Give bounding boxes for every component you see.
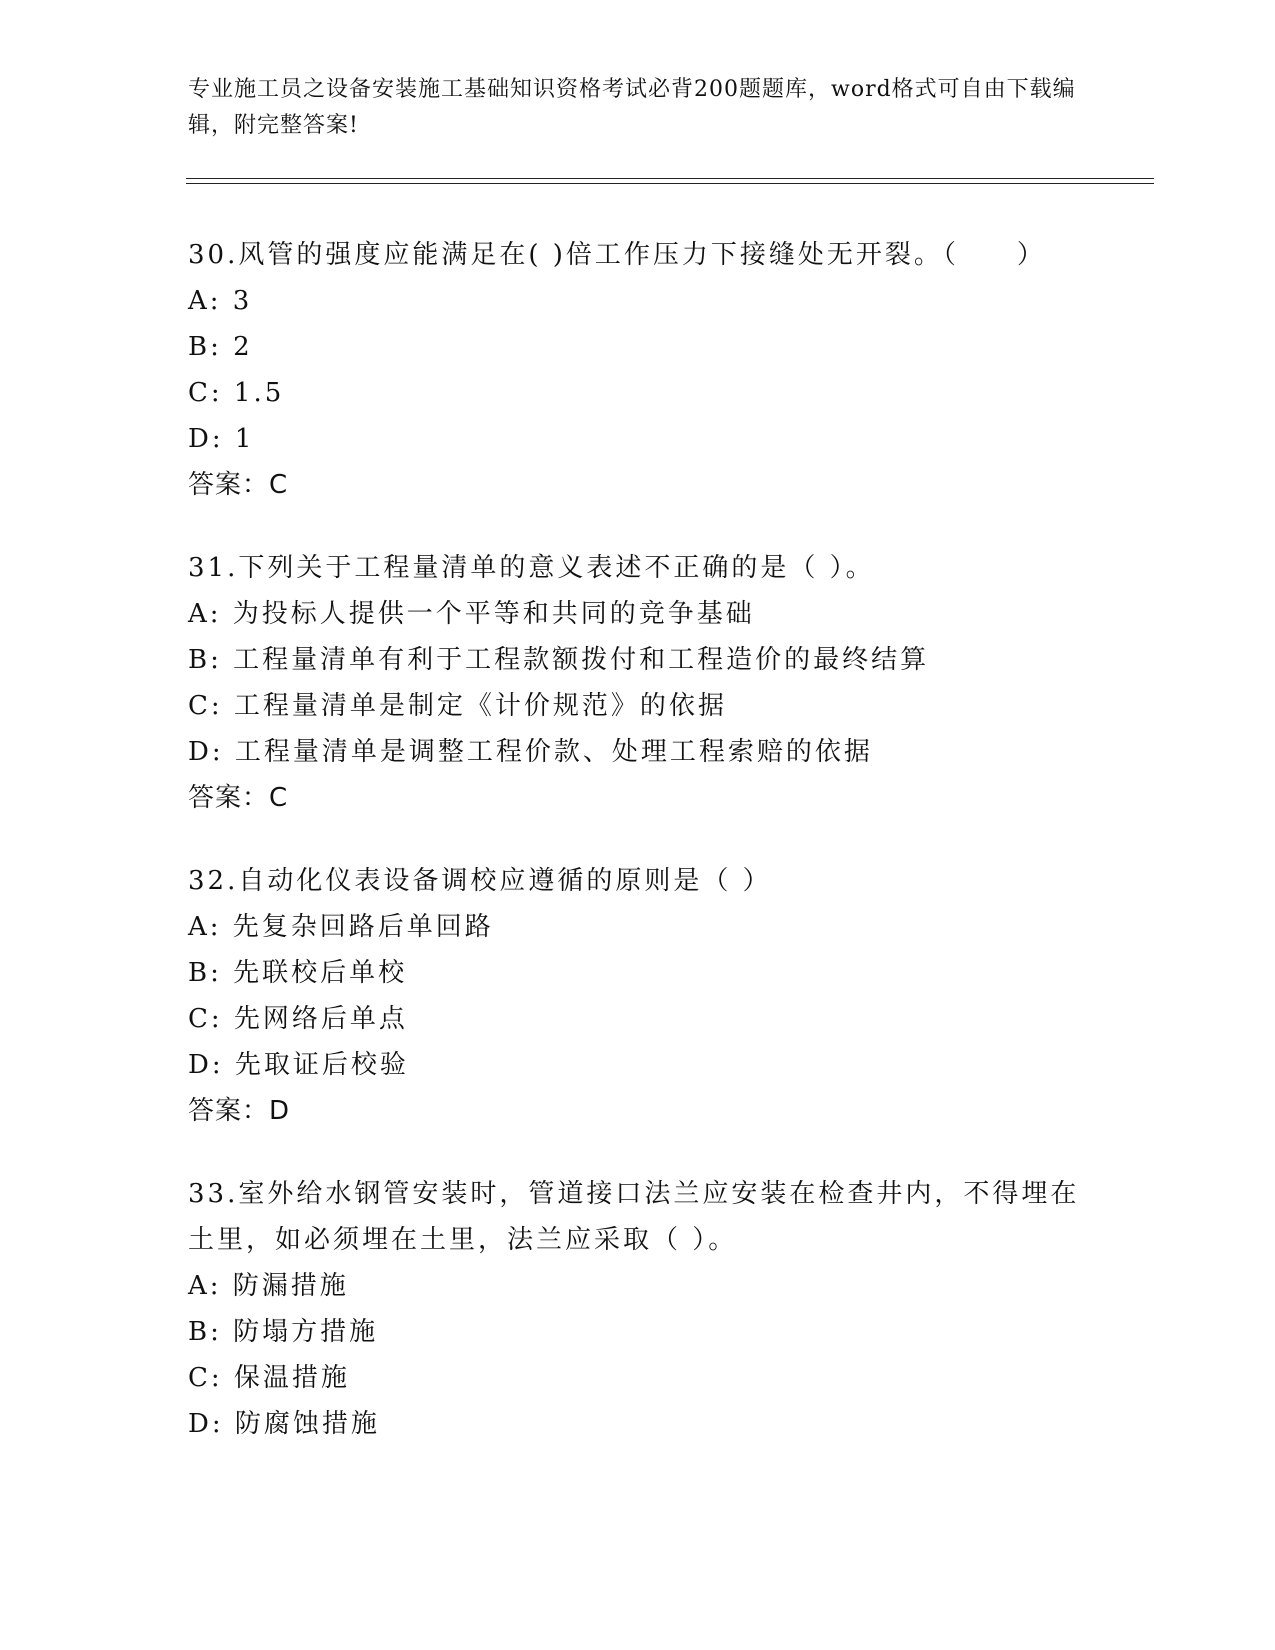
- question-title: 32.自动化仪表设备调校应遵循的原则是（ ）: [188, 866, 772, 896]
- option-d: D: 工程量清单是调整工程价款、处理工程索赔的依据: [188, 737, 873, 767]
- answer-line: 答案：D: [188, 1096, 291, 1126]
- option-c: C: 保温措施: [188, 1363, 350, 1393]
- answer-line: 答案：C: [188, 783, 289, 813]
- header-divider-bottom: [186, 183, 1154, 184]
- option-b: B: 工程量清单有利于工程款额拨付和工程造价的最终结算: [188, 645, 930, 675]
- question-30: [188, 232, 1088, 508]
- option-a: A: 防漏措施: [188, 1271, 349, 1301]
- question-title: 33.室外给水钢管安装时，管道接口法兰应安装在检查井内，不得埋在土里，如必须埋在土里，法兰应采取（ ）。: [188, 1179, 1080, 1255]
- question-31: [188, 545, 1088, 821]
- option-b: B: 先联校后单校: [188, 958, 408, 988]
- header-divider-top: [186, 178, 1154, 179]
- option-a: A: 为投标人提供一个平等和共同的竞争基础: [188, 599, 755, 629]
- option-c: C: 工程量清单是制定《计价规范》的依据: [188, 691, 727, 721]
- option-c: C: 1.5: [188, 378, 285, 408]
- option-a: A: 3: [188, 286, 253, 316]
- question-32: [188, 858, 1088, 1134]
- question-list: [188, 232, 1088, 1484]
- option-b: B: 2: [188, 332, 253, 362]
- question-title: 30.风管的强度应能满足在( )倍工作压力下接缝处无开裂。（ ）: [188, 240, 1046, 270]
- option-a: A: 先复杂回路后单回路: [188, 912, 494, 942]
- option-b: B: 防塌方措施: [188, 1317, 379, 1347]
- option-c: C: 先网络后单点: [188, 1004, 408, 1034]
- option-d: D: 先取证后校验: [188, 1050, 409, 1080]
- question-33: [188, 1171, 1088, 1447]
- option-d: D: 1: [188, 424, 255, 454]
- question-title: 31.下列关于工程量清单的意义表述不正确的是（ ）。: [188, 553, 875, 583]
- document-header: 专业施工员之设备安装施工基础知识资格考试必背200题题库，word格式可自由下载编辑，附完整答案!: [188, 77, 1076, 138]
- answer-line: 答案：C: [188, 470, 289, 500]
- option-d: D: 防腐蚀措施: [188, 1409, 380, 1439]
